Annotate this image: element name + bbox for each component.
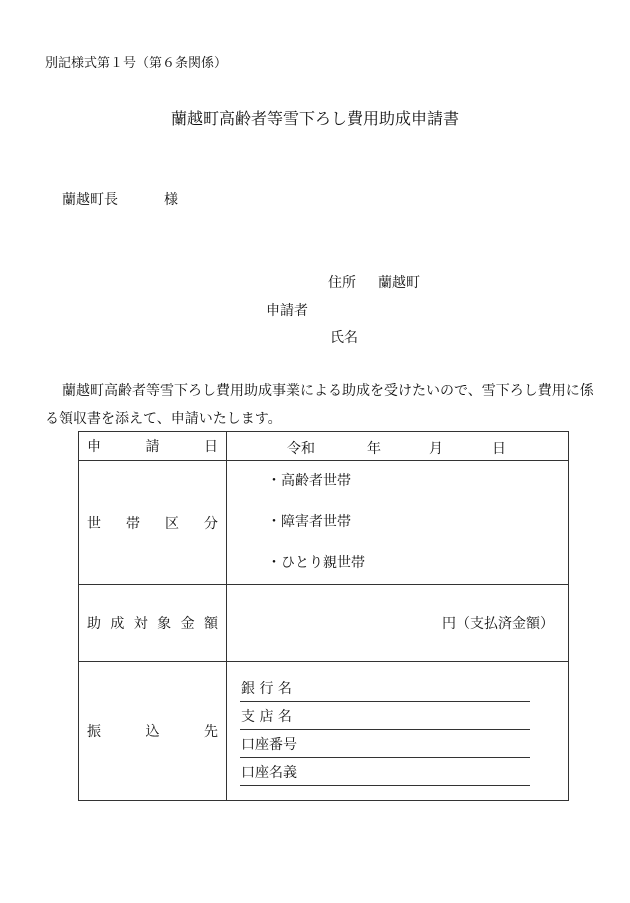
- label-char: 区: [165, 515, 179, 532]
- date-month: 月: [429, 441, 443, 457]
- date-era: 令和: [287, 441, 315, 457]
- row-household-type: [79, 461, 569, 585]
- addressee-name: 蘭越町長: [62, 192, 118, 208]
- account-holder-label: 口座名義: [241, 765, 297, 781]
- account-number-field[interactable]: [240, 730, 530, 758]
- label-char: 対: [133, 616, 148, 632]
- account-number-label: 口座番号: [241, 737, 297, 753]
- label-subsidy-amount: [79, 585, 227, 662]
- label-char: 込: [145, 724, 160, 740]
- option-elderly-household[interactable]: ・高齢者世帯: [267, 473, 351, 489]
- applicant-label: 申請者: [266, 303, 308, 319]
- amount-unit: 円（支払済金額）: [442, 616, 554, 632]
- name-label: 氏名: [330, 330, 358, 346]
- address-value: 蘭越町: [378, 275, 420, 291]
- option-disabled-household[interactable]: ・障害者世帯: [267, 514, 351, 530]
- transfer-details: [227, 662, 569, 801]
- account-holder-field[interactable]: [240, 758, 530, 786]
- application-statement: 蘭越町高齢者等雪下ろし費用助成事業による助成を受けたいので、雪下ろし費用に係る領収書を添えて、申請いたします。: [45, 383, 594, 427]
- date-year: 年: [367, 441, 381, 457]
- bank-name-label: 銀 行 名: [241, 681, 292, 697]
- label-char: 助: [87, 616, 101, 632]
- label-char: 請: [145, 439, 160, 455]
- branch-name-label: 支 店 名: [241, 709, 292, 725]
- label-char: 金: [180, 616, 195, 632]
- label-char: 象: [157, 616, 172, 632]
- form-number: 別記様式第１号（第６条関係）: [45, 56, 228, 71]
- address-label: 住所: [328, 275, 356, 291]
- label-char: 世: [87, 515, 101, 532]
- household-type-options: [227, 461, 569, 585]
- addressee-honorific: 様: [164, 192, 178, 208]
- label-household-type: [79, 461, 227, 585]
- label-char: 額: [203, 616, 218, 632]
- label-application-date: [79, 432, 227, 461]
- option-single-parent-household[interactable]: ・ひとり親世帯: [267, 555, 365, 571]
- branch-name-field[interactable]: [240, 702, 530, 730]
- row-subsidy-amount: [79, 585, 569, 662]
- label-transfer-to: [79, 662, 227, 801]
- addressee: [62, 189, 178, 209]
- row-application-date: [79, 432, 569, 461]
- document-title: 蘭越町高齢者等雪下ろし費用助成申請書: [170, 109, 459, 128]
- label-char: 振: [87, 724, 101, 740]
- date-day: 日: [492, 441, 506, 457]
- bank-name-field[interactable]: [240, 674, 530, 702]
- row-transfer-to: [79, 662, 569, 801]
- application-date-field[interactable]: [227, 432, 569, 461]
- label-char: 成: [110, 616, 125, 632]
- application-form-table: [78, 431, 569, 801]
- label-char: 申: [87, 439, 101, 455]
- label-char: 先: [204, 724, 218, 740]
- label-char: 帯: [126, 515, 140, 532]
- subsidy-amount-field[interactable]: [227, 585, 569, 662]
- label-char: 分: [204, 515, 218, 532]
- label-char: 日: [204, 439, 218, 455]
